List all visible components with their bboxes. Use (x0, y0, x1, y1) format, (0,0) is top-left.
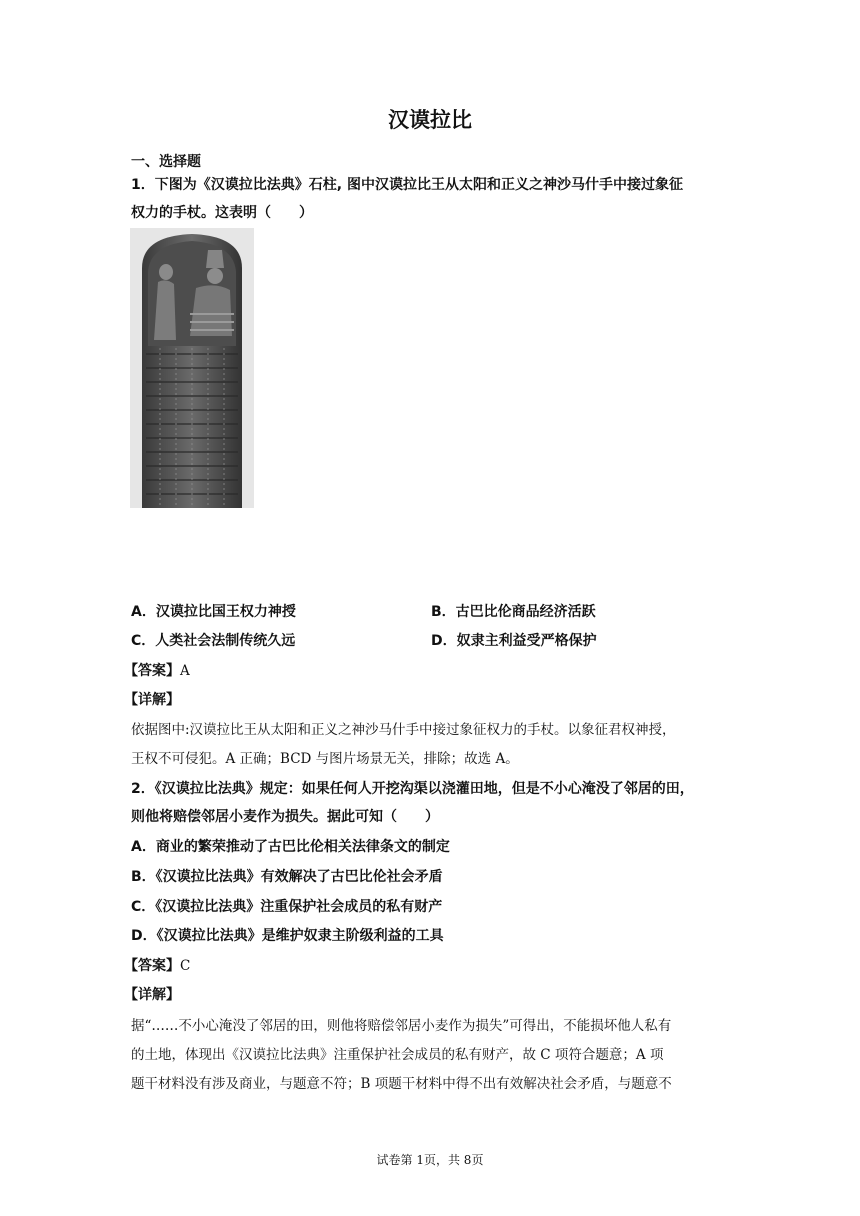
q2-detail-label: 【详解】 (124, 987, 180, 1003)
page-title: 汉谟拉比 (388, 108, 472, 132)
q1-detail-line2: 王权不可侵犯。A 正确；BCD 与图片场景无关，排除；故选 A。 (131, 751, 519, 767)
q2-detail-line2: 的土地，体现出《汉谟拉比法典》注重保护社会成员的私有财产，故 C 项符合题意；A 项 (131, 1047, 664, 1063)
q2-stem-text1: 《汉谟拉比法典》规定：如果任何人开挖沟渠以浇灌田地，但是不小心淹没了邻居的田， (154, 781, 694, 797)
q1-option-a: A．汉谟拉比国王权力神授 (131, 604, 296, 620)
page-footer: 试卷第 1页，共 8页 (376, 1153, 484, 1167)
q1-option-b: B．古巴比伦商品经济活跃 (431, 604, 596, 620)
q2-number: 2． (131, 781, 155, 797)
q2-option-b: B．《汉谟拉比法典》有效解决了古巴比伦社会矛盾 (131, 869, 443, 885)
q1-option-c: C．人类社会法制传统久远 (131, 633, 296, 649)
q2-detail-line3: 题干材料没有涉及商业，与题意不符；B 项题干材料中得不出有效解决社会矛盾，与题意不 (131, 1076, 672, 1092)
q1-option-d: D．奴隶主利益受严格保护 (431, 633, 597, 649)
q2-answer-label: 【答案】 (124, 958, 180, 974)
section-heading: 一、选择题 (131, 154, 201, 170)
q2-stem-line1 (131, 778, 731, 798)
q2-option-a: A．商业的繁荣推动了古巴比伦相关法律条文的制定 (131, 839, 450, 855)
q2-option-d: D．《汉谟拉比法典》是维护奴隶主阶级利益的工具 (131, 928, 444, 944)
stela-illustration (130, 228, 254, 508)
q2-answer (124, 955, 724, 975)
q1-detail-line1: 依据图中:汉谟拉比王从太阳和正义之神沙马什手中接过象征权力的手杖。以象征君权神授， (131, 722, 676, 738)
q1-stem-line2: 权力的手杖。这表明（ ） (131, 205, 313, 221)
q1-stem-text1: 下图为《汉谟拉比法典》石柱, 图中汉谟拉比王从太阳和正义之神沙马什手中接过象征 (154, 177, 683, 193)
q1-number: 1． (131, 177, 155, 193)
q1-answer (124, 660, 724, 680)
q2-option-c: C．《汉谟拉比法典》注重保护社会成员的私有财产 (131, 899, 443, 915)
hammurabi-stela-image (130, 228, 254, 508)
q1-answer-label: 【答案】 (124, 663, 180, 679)
q2-detail-line1: 据“……不小心淹没了邻居的田，则他将赔偿邻居小麦作为损失”可得出，不能损坏他人私有 (131, 1018, 672, 1034)
q1-answer-value: A (180, 663, 190, 679)
q2-answer-value: C (180, 958, 191, 974)
q2-stem-line2: 则他将赔偿邻居小麦作为损失。据此可知（ ） (131, 809, 439, 825)
q1-stem-line1 (131, 174, 731, 194)
q1-detail-label: 【详解】 (124, 692, 180, 708)
